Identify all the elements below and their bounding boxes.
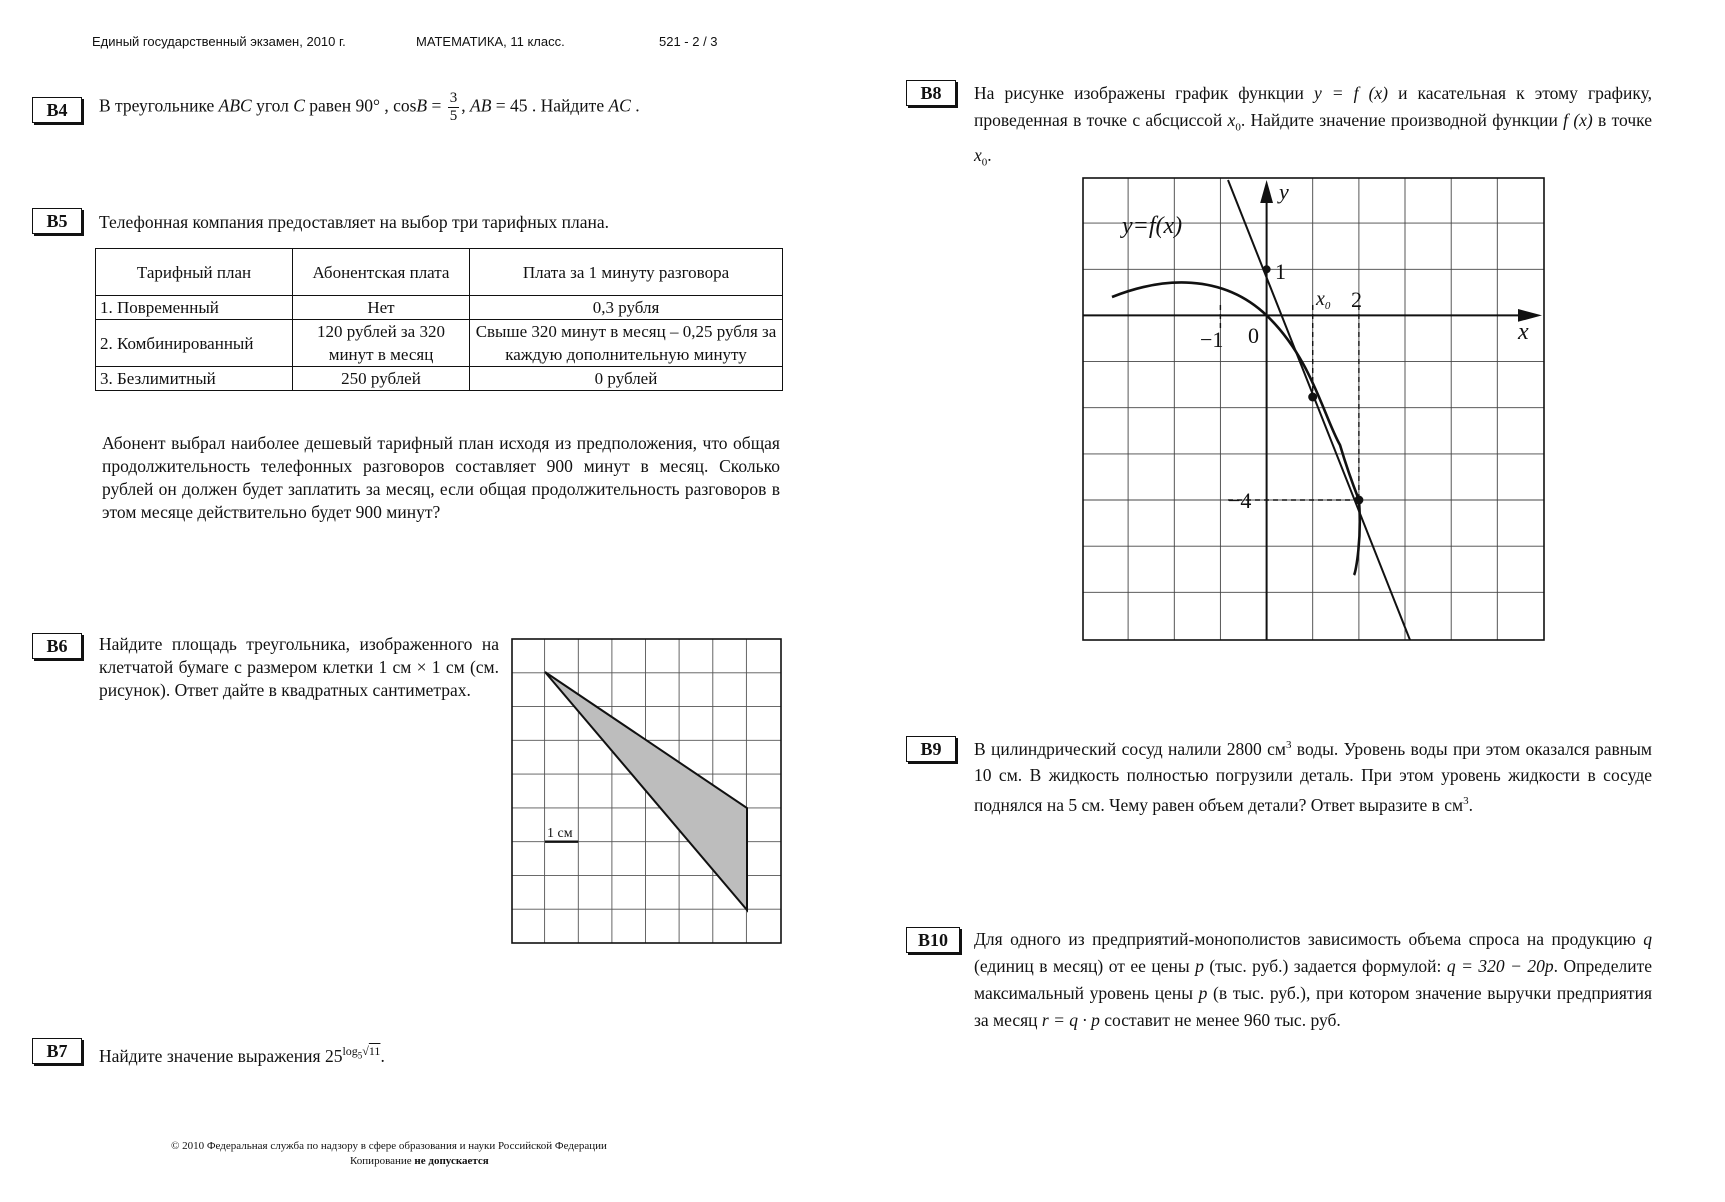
- point-y1: [1263, 265, 1271, 273]
- tangent-line: [1228, 180, 1410, 640]
- point-tangency: [1308, 393, 1317, 402]
- table-row: [96, 296, 783, 320]
- table-cell: 0,3 рубля: [470, 296, 783, 320]
- table-cell: 0 рублей: [470, 367, 783, 391]
- header-exam: Единый государственный экзамен, 2010 г.: [92, 34, 346, 49]
- task-b6-text: Найдите площадь треугольника, изображенного на клетчатой бумаге с размером клетки 1 см × 1 см (см. рисунок). Ответ дайте в квадратных сантиметрах.: [99, 634, 499, 700]
- task-b4-text: В треугольнике ABC угол C равен 90° , cosB = $\frac{3}{5}$ , AB = 45 . Найдите AC .: [99, 90, 640, 124]
- table-header-cell: Плата за 1 минуту разговора: [470, 249, 783, 296]
- y-axis-arrow: [1260, 180, 1273, 203]
- fraction: $\frac{3}{5}$: [449, 90, 458, 124]
- function-label: y=f(x): [1122, 213, 1183, 239]
- header-subject: МАТЕМАТИКА, 11 класс.: [416, 34, 565, 49]
- table-row: [96, 320, 783, 367]
- task-b9-text: В цилиндрический сосуд налили 2800 $см^3$ воды. Уровень воды при этом оказался равным 10 см. В жидкость полностью погрузили деталь. При этом уровень жидкости в сосуде поднялся на 5 см. Чему равен объем детали? Ответ выразите в $см^3$.: [974, 738, 1652, 815]
- tick-label-0: 0: [1248, 323, 1259, 348]
- table-row: [96, 367, 783, 391]
- task-label-b4: B4: [32, 97, 82, 123]
- table-cell: Нет: [293, 296, 470, 320]
- task-b8-text: На рисунке изображены график функции y = f (x) и касательная к этому графику, проведенная в точке с абсциссой $x_0$. Найдите значение производной функции f (x) в точке $x_0$.: [974, 83, 1652, 168]
- tick-label-minus4: −4: [1228, 488, 1252, 513]
- function-curve: [1112, 282, 1360, 575]
- task-label-b9: B9: [906, 736, 956, 762]
- tick-label-1: 1: [1275, 259, 1286, 284]
- task-b10-text: Для одного из предприятий-монополистов зависимость объема спроса на продукцию q (единиц в месяц) от ее цены p (тыс. руб.) задается формулой: q = 320 − 20p. Определите максимальный уровень цены p (в тыс. руб.), при котором значение выручки предприятия за месяц r = q · p составит не менее 960 тыс. руб.: [974, 929, 1652, 1030]
- grid-figure: [511, 638, 783, 945]
- table-cell: 250 рублей: [293, 367, 470, 391]
- scale-label: 1 см: [547, 826, 573, 841]
- tick-label-minus1: −1: [1200, 327, 1224, 352]
- y-axis-label: y: [1279, 179, 1289, 204]
- graph-grid: [1083, 178, 1544, 640]
- task-label-b5: B5: [32, 208, 82, 234]
- footer-copy-notice: Копирование не допускается: [350, 1155, 489, 1167]
- tariff-table: [95, 248, 783, 391]
- footer-copyright: © 2010 Федеральная служба по надзору в сфере образования и науки Российской Федерации: [171, 1140, 607, 1152]
- table-header-row: [96, 249, 783, 296]
- task-label-b6: B6: [32, 633, 82, 659]
- triangle-shape: [545, 672, 747, 910]
- table-cell: 1. Повременный: [96, 296, 293, 320]
- task-b7-text: Найдите значение выражения $25^{log_5√11}$.: [99, 1044, 385, 1066]
- table-cell: 2. Комбинированный: [96, 320, 293, 367]
- task-label-b7: B7: [32, 1038, 82, 1064]
- header-page: 521 - 2 / 3: [659, 34, 718, 49]
- function-graph: [1082, 177, 1547, 642]
- table-cell: 120 рублей за 320 минут в месяц: [293, 320, 470, 367]
- x-axis-label: x: [1518, 319, 1529, 345]
- x0-label: $x_0$: [1316, 288, 1331, 312]
- table-cell: Свыше 320 минут в месяц – 0,25 рубля за каждую дополнительную минуту: [470, 320, 783, 367]
- task-label-b10: B10: [906, 927, 960, 953]
- tick-label-2: 2: [1351, 287, 1362, 312]
- table-header-cell: Тарифный план: [96, 249, 293, 296]
- task-b5-intro: Телефонная компания предоставляет на выбор три тарифных плана.: [99, 212, 610, 232]
- point-2-minus4: [1354, 496, 1363, 505]
- table-cell: 3. Безлимитный: [96, 367, 293, 391]
- table-header-cell: Абонентская плата: [293, 249, 470, 296]
- task-label-b8: B8: [906, 80, 956, 106]
- task-b5-question: Абонент выбрал наиболее дешевый тарифный план исходя из предположения, что общая продолжительность телефонных разговоров составляет 900 минут в месяц. Сколько рублей он должен будет заплатить за месяц, если общая продолжительность разговоров в этом месяце действительно будет 900 минут?: [102, 433, 780, 522]
